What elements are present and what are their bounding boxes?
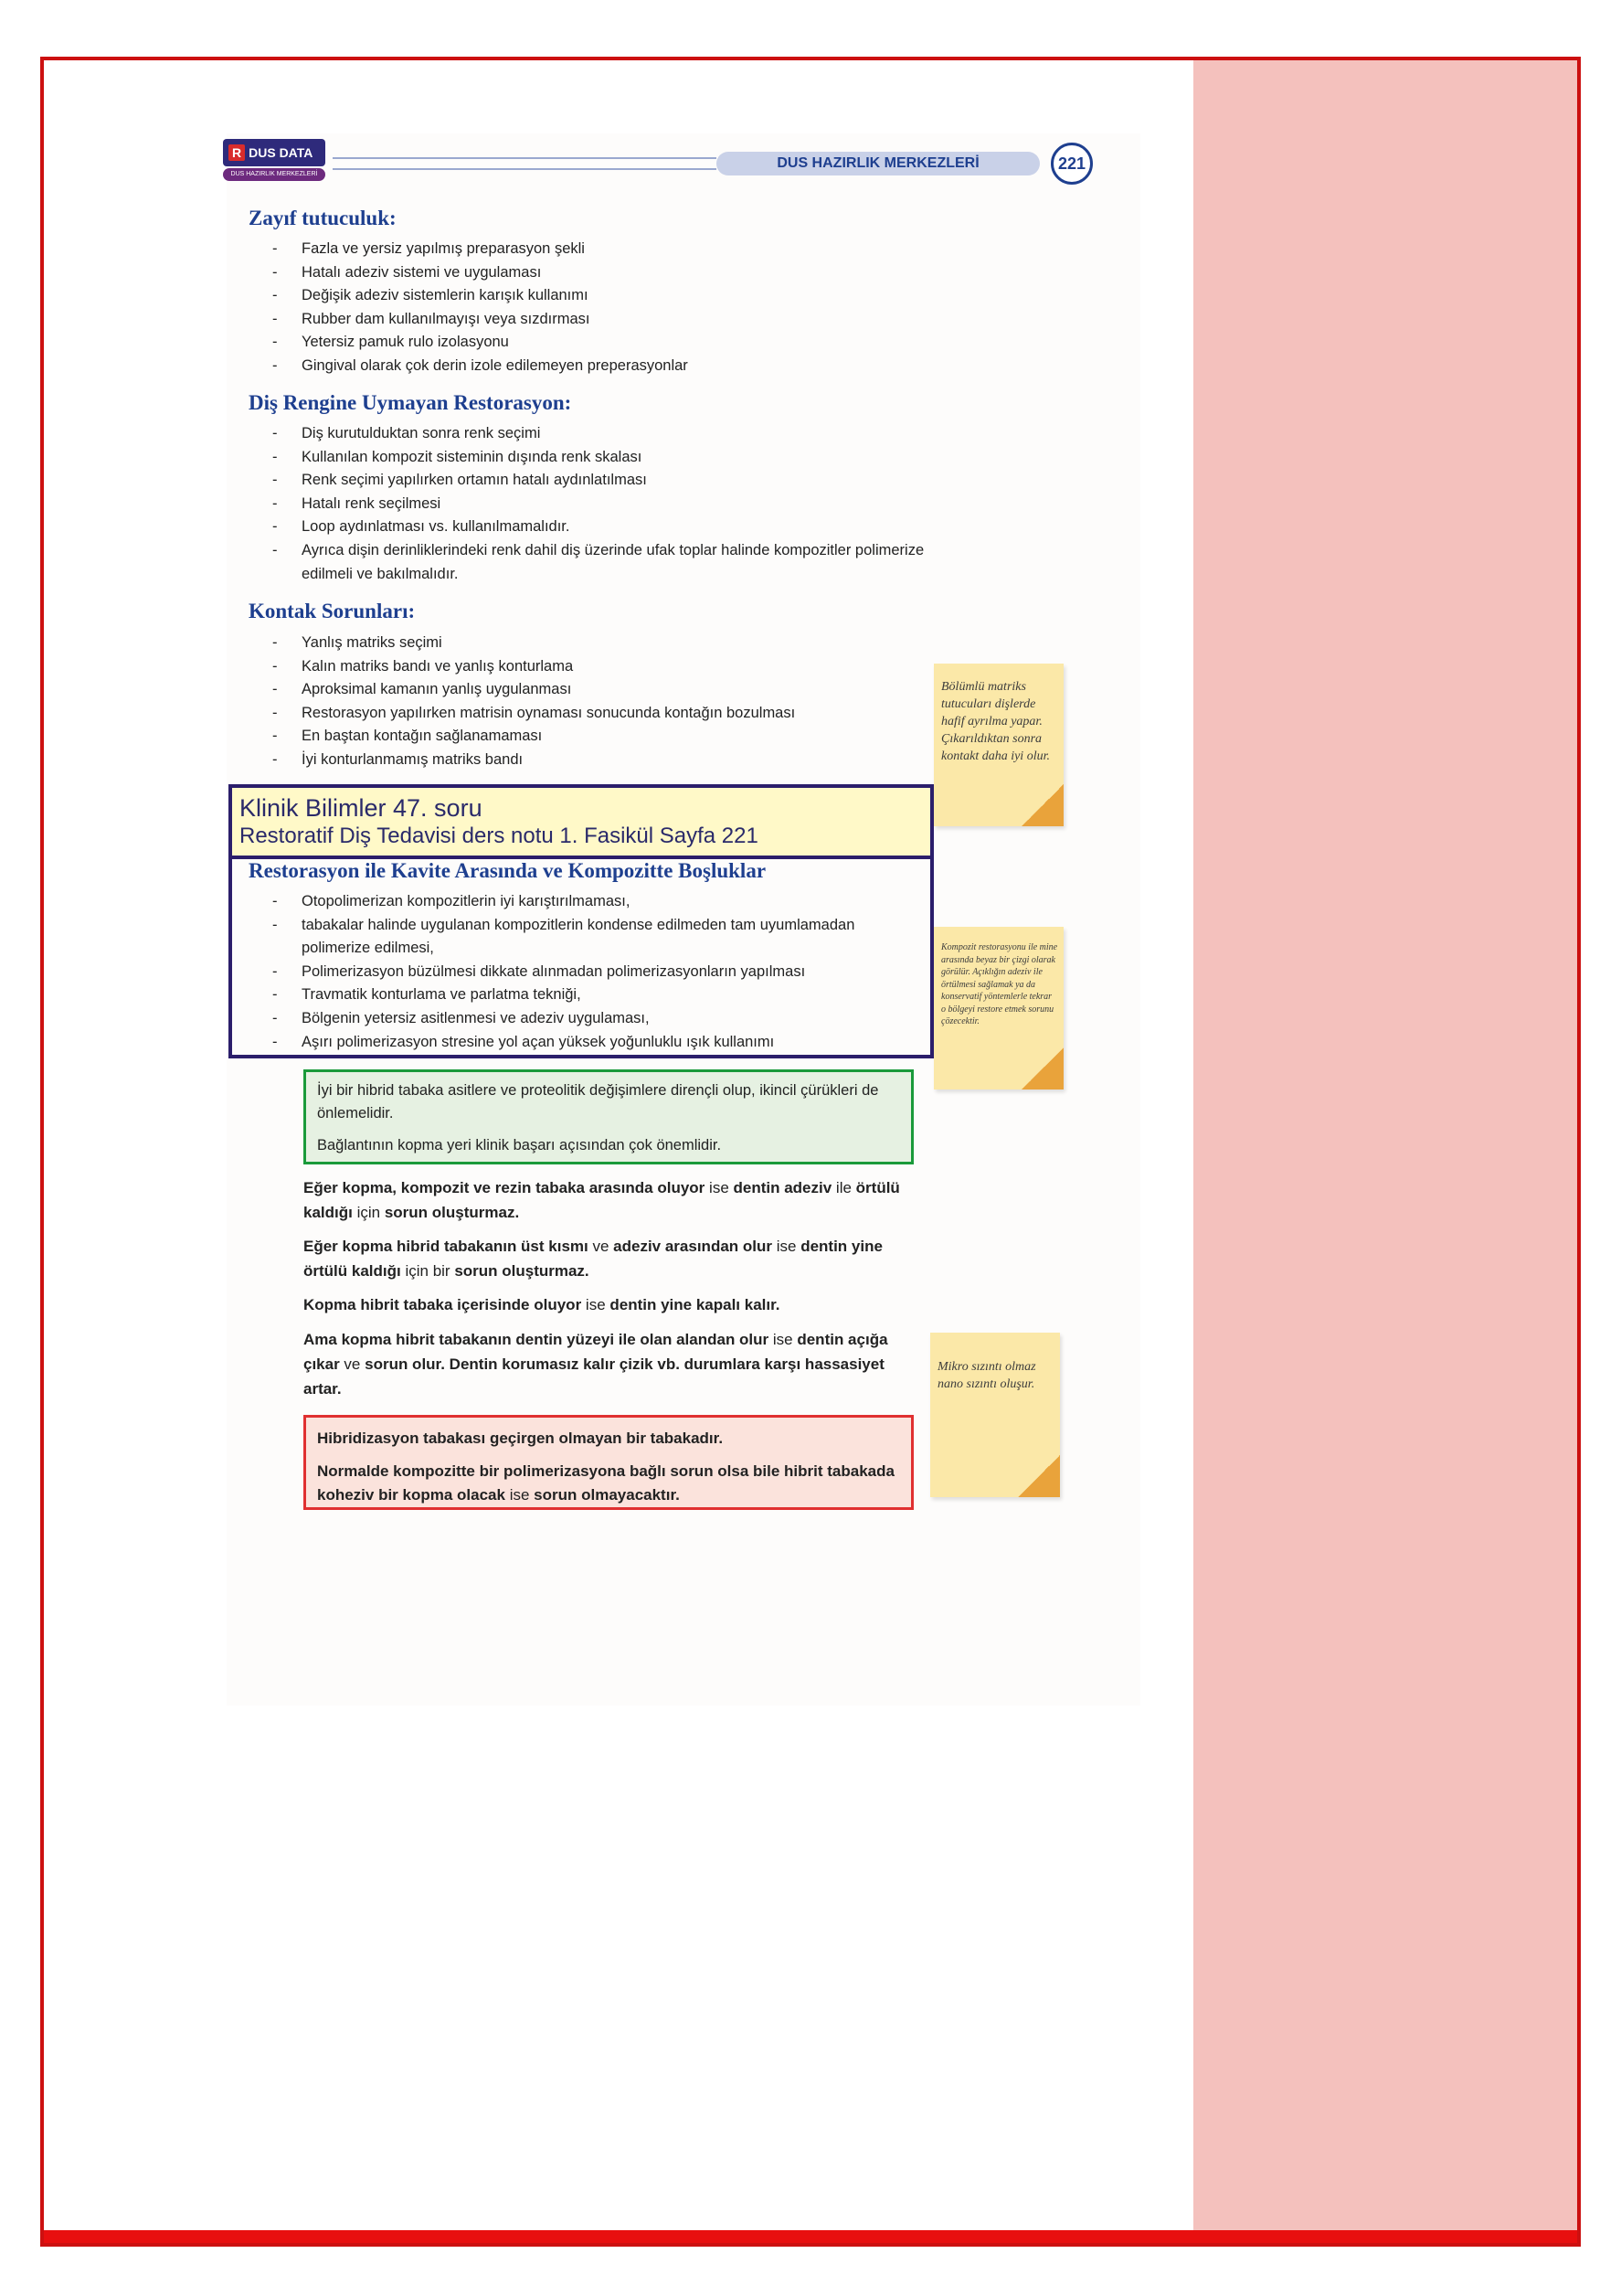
paragraph-kopma-1 (303, 1175, 916, 1225)
side-panel (1193, 60, 1577, 2230)
list-item: - Rubber dam kullanılmayışı veya sızdırması (249, 308, 925, 332)
section-heading-renk: Diş Rengine Uymayan Restorasyon: (249, 391, 572, 414)
section-heading-kontak: Kontak Sorunları: (249, 600, 416, 622)
logo (223, 139, 333, 188)
logo-brand: DUS DATA (249, 145, 313, 160)
text-bold: Ama kopma hibrit tabakanın dentin yüzeyi ile olan alandan olur (303, 1331, 769, 1348)
text-bold: dentin yine örtülü kaldığı (303, 1238, 883, 1280)
bottom-bar (44, 2230, 1577, 2243)
list-item: - Aproksimal kamanın yanlış uygulanması (249, 678, 925, 702)
text-bold: sorun oluşturmaz. (454, 1262, 589, 1280)
list-item: - Ayrıca dişin derinliklerindeki renk dahil diş üzerinde ufak toplar halinde kompozitler polimerize edilmeli ve bakılmalıdır. (249, 539, 925, 586)
info-box-hibrid (303, 1069, 914, 1164)
list-item: - Polimerizasyon büzülmesi dikkate alınmadan polimerizasyonların yapılması (249, 961, 925, 984)
section-heading-bosluklar: Restorasyon ile Kavite Arasında ve Kompozitte Boşluklar (249, 859, 767, 882)
list-renk (249, 422, 925, 586)
list-item: - Diş kurutulduktan sonra renk seçimi (249, 422, 925, 446)
info-box-text: Bağlantının kopma yeri klinik başarı açısından çok önemlidir. (317, 1137, 722, 1153)
text-bold: Kopma hibrit tabaka içerisinde oluyor (303, 1296, 582, 1313)
section-heading-zayif: Zayıf tutuculuk: (249, 207, 397, 229)
annotation-label (228, 784, 934, 859)
sticky-note-sizinti: Mikro sızıntı olmaz nano sızıntı oluşur. (930, 1333, 1060, 1497)
logo-subtitle: DUS HAZIRLIK MERKEZLERİ (223, 168, 325, 181)
text: ile (832, 1179, 856, 1196)
header-rule (333, 157, 716, 170)
text-bold: Eğer kopma hibrid tabakanın üst kısmı (303, 1238, 588, 1255)
list-item: - Kullanılan kompozit sisteminin dışında renk skalası (249, 446, 925, 470)
list-item: - Hatalı adeziv sistemi ve uygulaması (249, 261, 925, 285)
paragraph-kopma-2 (303, 1234, 916, 1283)
text: için bir (400, 1262, 455, 1280)
list-item: - İyi konturlanmamış matriks bandı (249, 749, 925, 772)
logo-r: R (228, 144, 245, 161)
list-item: - Bölgenin yetersiz asitlenmesi ve adeziv uygulaması, (249, 1007, 925, 1031)
paragraph-kopma-3 (303, 1292, 916, 1317)
text: ise (504, 1486, 535, 1504)
text: ise (768, 1331, 798, 1348)
list-item: - En baştan kontağın sağlanamaması (249, 725, 925, 749)
page-number: 221 (1051, 143, 1093, 185)
text-bold: Hibridizasyon tabakası geçirgen olmayan bir tabakadır. (317, 1430, 724, 1447)
text-bold: sorun olur. Dentin korumasız kalır çizik vb. durumlara karşı hassasiyet artar. (303, 1355, 885, 1398)
annotation-title: Klinik Bilimler 47. soru (239, 794, 482, 822)
warning-box-text (317, 1460, 900, 1507)
sticky-note-kompozit: Kompozit restorasyonu ile mine arasında beyaz bir çizgi olarak görülür. Açıklığın adeziv ile örtülmesi sağlamak ya da konservatif yöntemlerle tekrar o bölgeyi restore etmek sorunu çözecektir. (934, 927, 1064, 1090)
paragraph-kopma-4 (303, 1327, 916, 1401)
text-bold: dentin adeziv (733, 1179, 832, 1196)
text-bold: Normalde kompozitte bir polimerizasyona bağlı sorun olsa bile hibrit tabakada koheziv bir kopma olacak (317, 1462, 895, 1504)
text-bold: dentin yine kapalı kalır. (609, 1296, 780, 1313)
list-item: - Değişik adeziv sistemlerin karışık kullanımı (249, 284, 925, 308)
text: ise (705, 1179, 734, 1196)
warning-box-hibridizasyon (303, 1415, 914, 1510)
list-item: - Yanlış matriks seçimi (249, 632, 925, 655)
text-bold: sorun oluşturmaz. (384, 1204, 520, 1221)
list-item: - Fazla ve yersiz yapılmış preparasyon şekli (249, 238, 925, 261)
text-bold: adeziv arasından olur (613, 1238, 772, 1255)
list-item: - Hatalı renk seçilmesi (249, 493, 925, 516)
list-item: - Otopolimerizan kompozitlerin iyi karıştırılmaması, (249, 890, 925, 914)
sticky-note-matriks: Bölümlü matriks tutucuları dişlerde hafif ayrılma yapar. Çıkarıldıktan sonra kontakt daha iyi olur. (934, 664, 1064, 826)
text: ise (581, 1296, 610, 1313)
text-bold: örtülü kaldığı (303, 1179, 900, 1221)
list-item: - Renk seçimi yapılırken ortamın hatalı aydınlatılması (249, 469, 925, 493)
text: için (352, 1204, 385, 1221)
text: ve (588, 1238, 614, 1255)
list-item: - Kalın matriks bandı ve yanlış konturlama (249, 655, 925, 679)
annotation-subtitle: Restoratif Diş Tedavisi ders notu 1. Fasikül Sayfa 221 (239, 824, 758, 848)
list-item: - Gingival olarak çok derin izole edilemeyen preperasyonlar (249, 355, 925, 378)
header-title: DUS HAZIRLIK MERKEZLERİ (716, 152, 1040, 175)
list-item: - Travmatik konturlama ve parlatma tekniği, (249, 983, 925, 1007)
warning-box-text (317, 1427, 900, 1451)
info-box-text: İyi bir hibrid tabaka asitlere ve proteolitik değişimlere dirençli olup, ikincil çürükleri de önlemelidir. (317, 1082, 879, 1121)
list-zayif (249, 238, 925, 378)
logo-badge (223, 139, 325, 166)
text-bold: Eğer kopma, kompozit ve rezin tabaka arasında oluyor (303, 1179, 705, 1196)
text: ve (339, 1355, 366, 1373)
list-kontak (249, 632, 925, 772)
list-item: - Loop aydınlatması vs. kullanılmamalıdır. (249, 516, 925, 539)
list-item: - Yetersiz pamuk rulo izolasyonu (249, 331, 925, 355)
text-bold: sorun olmayacaktır. (534, 1486, 680, 1504)
list-item: - Restorasyon yapılırken matrisin oynaması sonucunda kontağın bozulması (249, 702, 925, 726)
list-bosluklar (249, 890, 925, 1054)
list-item: - tabakalar halinde uygulanan kompozitlerin kondense edilmeden tam uyumlamadan polimerize edilmesi, (249, 914, 925, 961)
list-item: - Aşırı polimerizasyon stresine yol açan yüksek yoğunluklu ışık kullanımı (249, 1031, 925, 1055)
text: ise (772, 1238, 801, 1255)
text-bold: dentin açığa çıkar (303, 1331, 888, 1373)
